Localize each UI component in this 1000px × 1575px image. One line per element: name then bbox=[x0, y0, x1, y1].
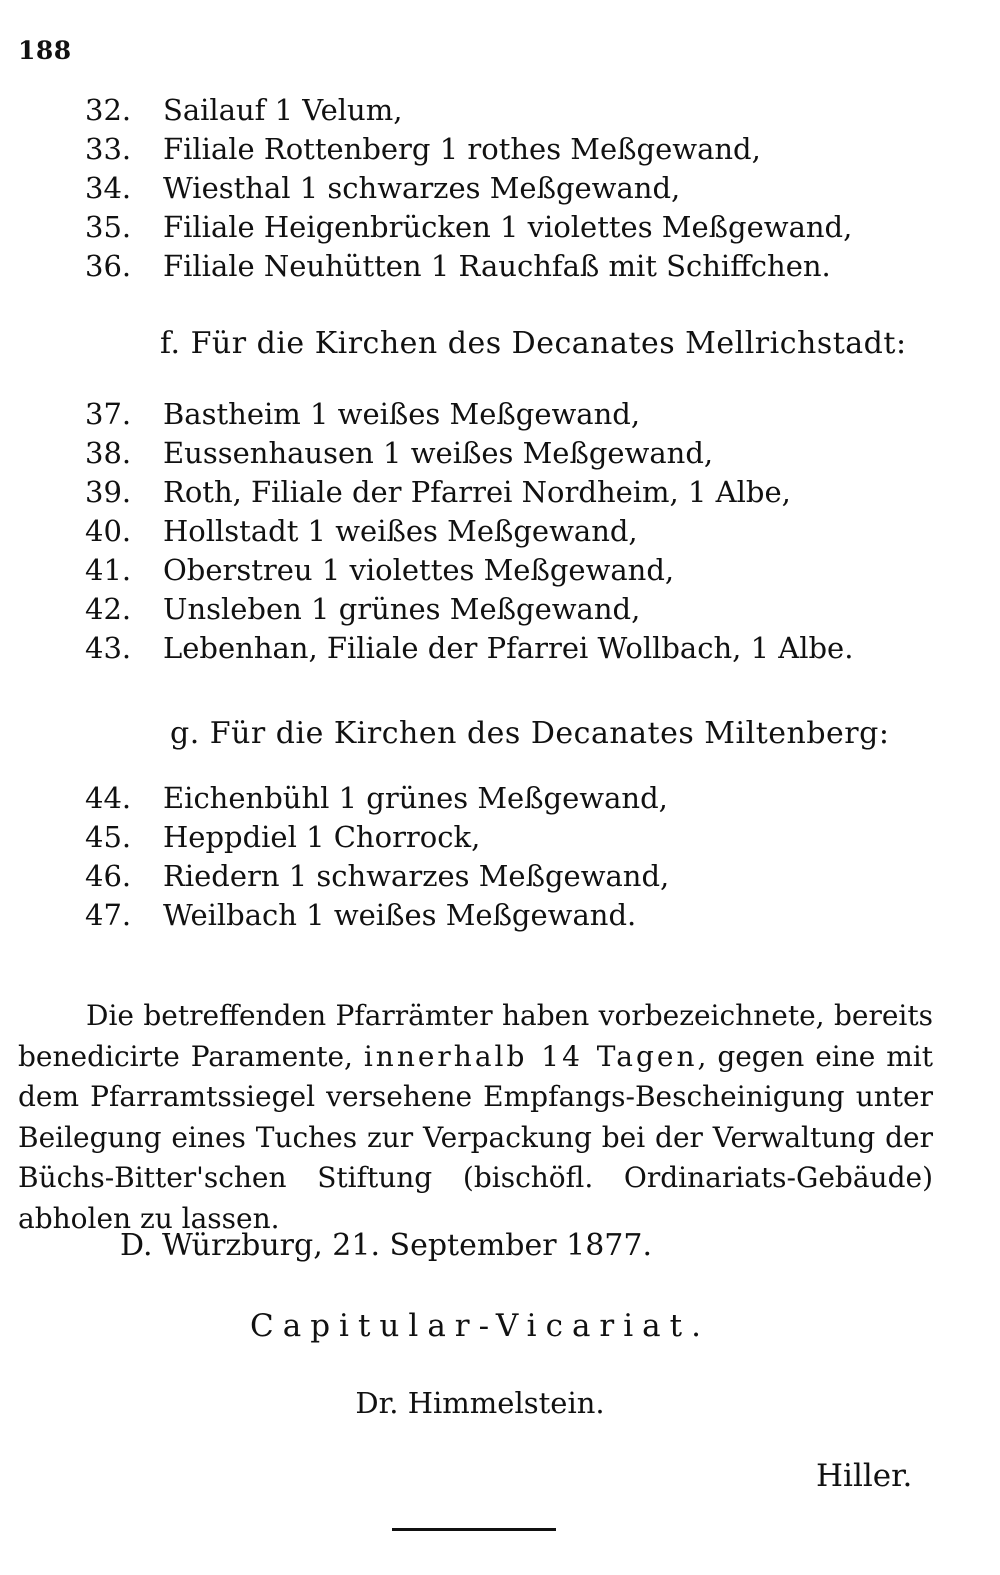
list-item bbox=[85, 548, 945, 587]
paragraph-text-start: Die betreffenden Pfarrämter haben vorbezeichnete, bereits benedicirte Paramente, bbox=[18, 999, 933, 1073]
item-text: Eichenbühl 1 grünes Meßgewand, bbox=[163, 781, 668, 815]
item-text: Hollstadt 1 weißes Meßgewand, bbox=[163, 514, 638, 548]
list-item bbox=[85, 127, 945, 166]
item-number: 38. bbox=[85, 436, 132, 470]
item-number: 45. bbox=[85, 820, 132, 854]
list-item bbox=[85, 244, 945, 283]
list-item bbox=[85, 470, 945, 509]
item-number: 35. bbox=[85, 210, 132, 244]
list-item bbox=[85, 392, 945, 431]
item-text: Filiale Neuhütten 1 Rauchfaß mit Schiffchen. bbox=[163, 249, 831, 283]
section-heading-g: g. Für die Kirchen des Decanates Miltenberg: bbox=[170, 716, 890, 751]
item-text: Filiale Rottenberg 1 rothes Meßgewand, bbox=[163, 132, 761, 166]
list-item bbox=[85, 88, 945, 127]
issuing-authority: Capitular-Vicariat. bbox=[250, 1308, 710, 1344]
item-text: Sailauf 1 Velum, bbox=[163, 93, 403, 127]
item-text: Unsleben 1 grünes Meßgewand, bbox=[163, 592, 641, 626]
list-group-1 bbox=[85, 88, 945, 283]
list-item bbox=[85, 893, 945, 932]
item-number: 47. bbox=[85, 898, 132, 932]
list-item bbox=[85, 776, 945, 815]
list-item bbox=[85, 815, 945, 854]
item-number: 42. bbox=[85, 592, 132, 626]
page-number: 188 bbox=[18, 36, 72, 65]
countersignature: Hiller. bbox=[816, 1458, 913, 1494]
item-number: 41. bbox=[85, 553, 132, 587]
item-text: Eussenhausen 1 weißes Meßgewand, bbox=[163, 436, 714, 470]
list-item bbox=[85, 626, 945, 665]
section-heading-f: f. Für die Kirchen des Decanates Mellrichstadt: bbox=[160, 326, 907, 361]
item-number: 34. bbox=[85, 171, 132, 205]
item-text: Riedern 1 schwarzes Meßgewand, bbox=[163, 859, 670, 893]
item-number: 39. bbox=[85, 475, 132, 509]
item-number: 43. bbox=[85, 631, 132, 665]
item-number: 44. bbox=[85, 781, 132, 815]
item-text: Weilbach 1 weißes Meßgewand. bbox=[163, 898, 637, 932]
list-item bbox=[85, 587, 945, 626]
item-text: Oberstreu 1 violettes Meßgewand, bbox=[163, 553, 675, 587]
paragraph-text-end: , gegen eine mit dem Pfarramtssiegel versehene Empfangs-Bescheinigung unter Beilegung eines Tuches zur Verpackung bei der Verwaltung der Büchs-Bitter'schen Stiftung (bischöfl. Ordinariats-Gebäude) abholen zu lassen. bbox=[18, 1039, 933, 1235]
item-text: Heppdiel 1 Chorrock, bbox=[163, 820, 481, 854]
item-text: Lebenhan, Filiale der Pfarrei Wollbach, 1 Albe. bbox=[163, 631, 854, 665]
item-number: 33. bbox=[85, 132, 132, 166]
list-item bbox=[85, 431, 945, 470]
item-number: 37. bbox=[85, 397, 132, 431]
item-text: Wiesthal 1 schwarzes Meßgewand, bbox=[163, 171, 681, 205]
list-item bbox=[85, 205, 945, 244]
item-text: Bastheim 1 weißes Meßgewand, bbox=[163, 397, 641, 431]
list-item bbox=[85, 166, 945, 205]
list-item bbox=[85, 854, 945, 893]
item-number: 36. bbox=[85, 249, 132, 283]
closing-rule bbox=[392, 1528, 556, 1531]
item-number: 32. bbox=[85, 93, 132, 127]
item-number: 46. bbox=[85, 859, 132, 893]
item-text: Filiale Heigenbrücken 1 violettes Meßgewand, bbox=[163, 210, 853, 244]
deadline-emphasis: innerhalb 14 Tagen bbox=[363, 1039, 698, 1073]
list-group-3 bbox=[85, 776, 945, 932]
signatory: Dr. Himmelstein. bbox=[355, 1386, 605, 1420]
instructions-paragraph bbox=[18, 996, 933, 1239]
list-item bbox=[85, 509, 945, 548]
date-line: D. Würzburg, 21. September 1877. bbox=[120, 1228, 653, 1263]
list-group-2 bbox=[85, 392, 945, 665]
item-text: Roth, Filiale der Pfarrei Nordheim, 1 Albe, bbox=[163, 475, 791, 509]
item-number: 40. bbox=[85, 514, 132, 548]
